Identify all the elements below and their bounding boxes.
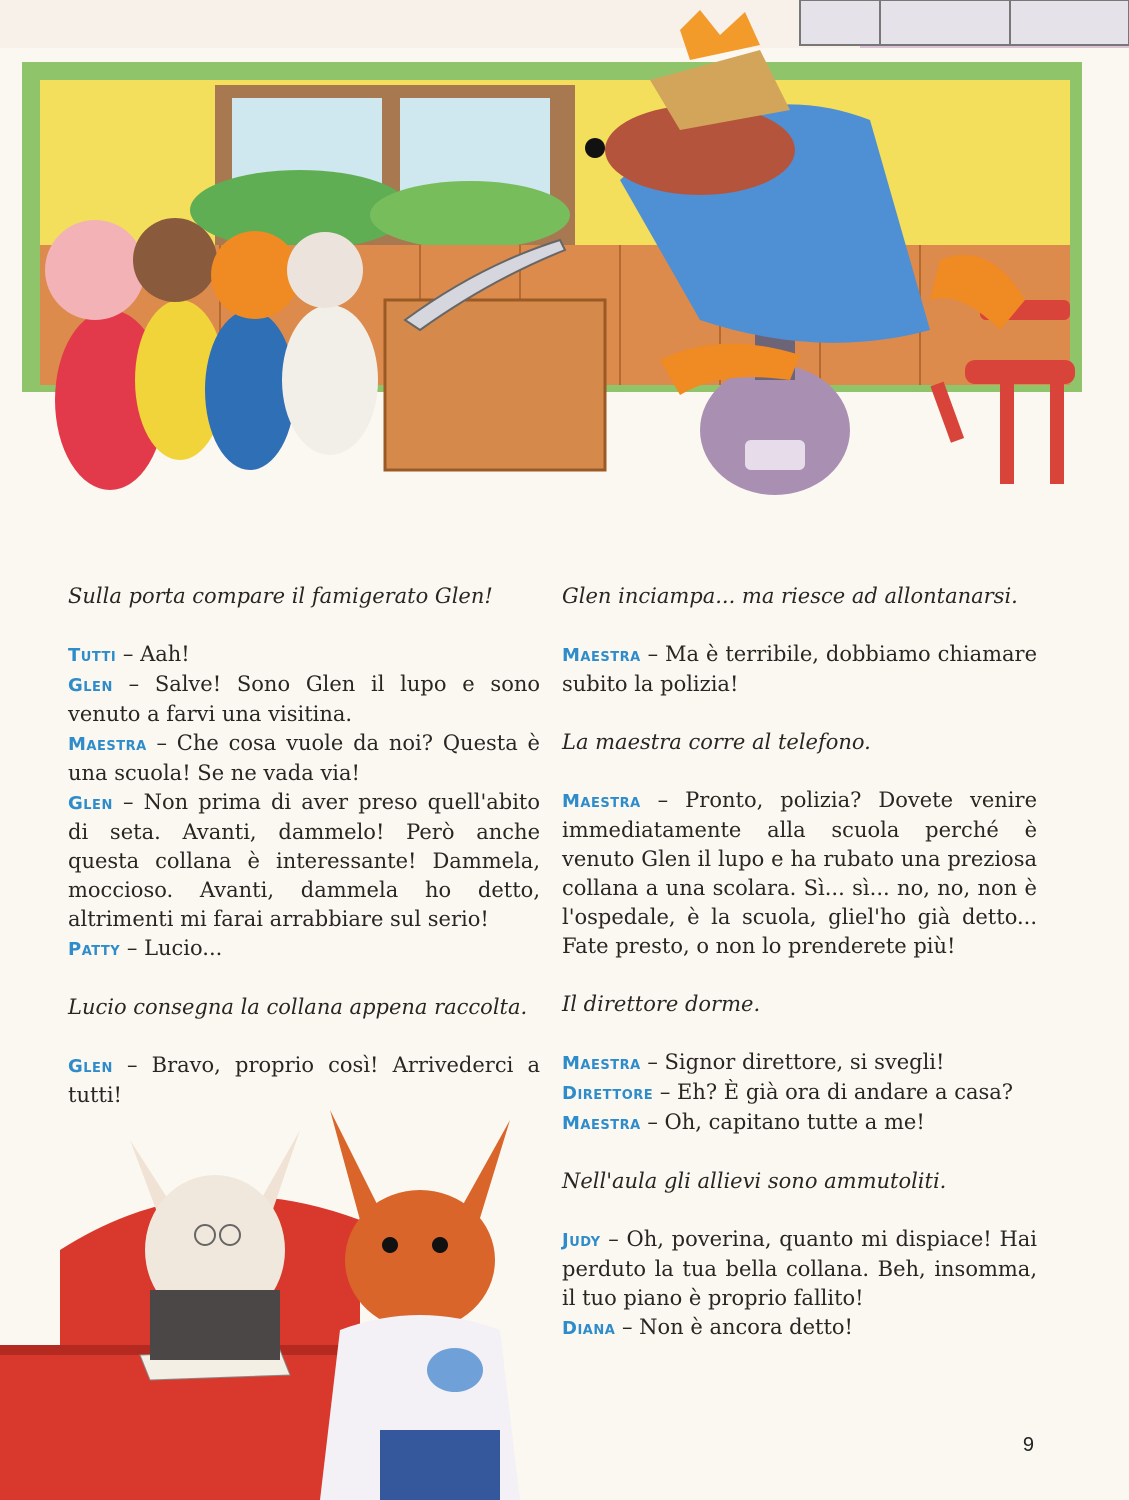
dialogue-line <box>562 1108 1037 1138</box>
dialogue-text: – Ma è terribile, dobbiamo chiamare subito la polizia! <box>562 642 1037 696</box>
dialogue-line <box>562 1313 1037 1343</box>
speaker-name: Tutti <box>68 645 117 666</box>
dialogue-line <box>68 729 540 788</box>
dialogue-line <box>68 788 540 934</box>
narration: Lucio consegna la collana appena raccolta. <box>68 995 528 1019</box>
dialogue-text: – Oh, poverina, quanto mi dispiace! Hai perduto la tua bella collana. Beh, insomma, il tuo piano è proprio fallito! <box>562 1227 1037 1310</box>
director-and-teacher-illustration <box>0 1100 560 1500</box>
dialogue-text: – Pronto, polizia? Dovete venire immediatamente alla scuola perché è venuto Glen il lupo e ha rubato una preziosa collana a una scolara. Sì... sì... no, no, non è l'ospedale, è la scuola, gliel'ho già detto... Fate presto, o non lo prenderete più! <box>562 788 1037 958</box>
dialogue-text: – Che cosa vuole da noi? Questa è una scuola! Se ne vada via! <box>68 731 540 785</box>
speaker-name: Maestra <box>68 734 147 755</box>
narration: Nell'aula gli allievi sono ammutoliti. <box>562 1169 947 1193</box>
classroom-wolf-illustration <box>0 0 1129 560</box>
speaker-name: Maestra <box>562 1053 641 1074</box>
dialogue-text: – Aah! <box>122 642 190 666</box>
left-text-column <box>68 582 540 1110</box>
dialogue-line <box>68 670 540 729</box>
dialogue-line <box>562 640 1037 699</box>
dialogue-text: – Signor direttore, si svegli! <box>647 1050 945 1074</box>
narration: Il direttore dorme. <box>562 992 761 1016</box>
dialogue-text: – Lucio... <box>126 936 223 960</box>
narration: Sulla porta compare il famigerato Glen! <box>68 584 493 608</box>
speaker-name: Glen <box>68 675 113 696</box>
dialogue-line <box>562 1225 1037 1313</box>
speaker-name: Glen <box>68 1056 113 1077</box>
right-text-column <box>562 582 1037 1343</box>
dialogue-text: – Non è ancora detto! <box>621 1315 853 1339</box>
page-number: 9 <box>1022 1434 1034 1456</box>
speaker-name: Diana <box>562 1318 616 1339</box>
speaker-name: Maestra <box>562 791 641 812</box>
speaker-name: Glen <box>68 793 113 814</box>
speaker-name: Judy <box>562 1230 601 1251</box>
dialogue-text: – Salve! Sono Glen il lupo e sono venuto a farvi una visitina. <box>68 672 540 726</box>
speaker-name: Patty <box>68 939 121 960</box>
dialogue-text: – Non prima di aver preso quell'abito di seta. Avanti, dammelo! Però anche questa collana è interessante! Dammela, moccioso. Avanti, dammela ho detto, altrimenti mi farai arrabbiare sul serio! <box>68 790 540 931</box>
dialogue-line <box>562 786 1037 961</box>
narration: La maestra corre al telefono. <box>562 730 871 754</box>
dialogue-text: – Oh, capitano tutte a me! <box>647 1110 925 1134</box>
dialogue-text: – Eh? È già ora di andare a casa? <box>659 1080 1014 1104</box>
narration: Glen inciampa... ma riesce ad allontanarsi. <box>562 584 1018 608</box>
speaker-name: Maestra <box>562 1113 641 1134</box>
dialogue-text: – Bravo, proprio così! Arrivederci a tutti! <box>68 1053 540 1107</box>
dialogue-line <box>562 1048 1037 1078</box>
speaker-name: Maestra <box>562 645 641 666</box>
dialogue-line <box>68 934 540 964</box>
dialogue-line <box>562 1078 1037 1108</box>
speaker-name: Direttore <box>562 1083 654 1104</box>
dialogue-line <box>68 640 540 670</box>
